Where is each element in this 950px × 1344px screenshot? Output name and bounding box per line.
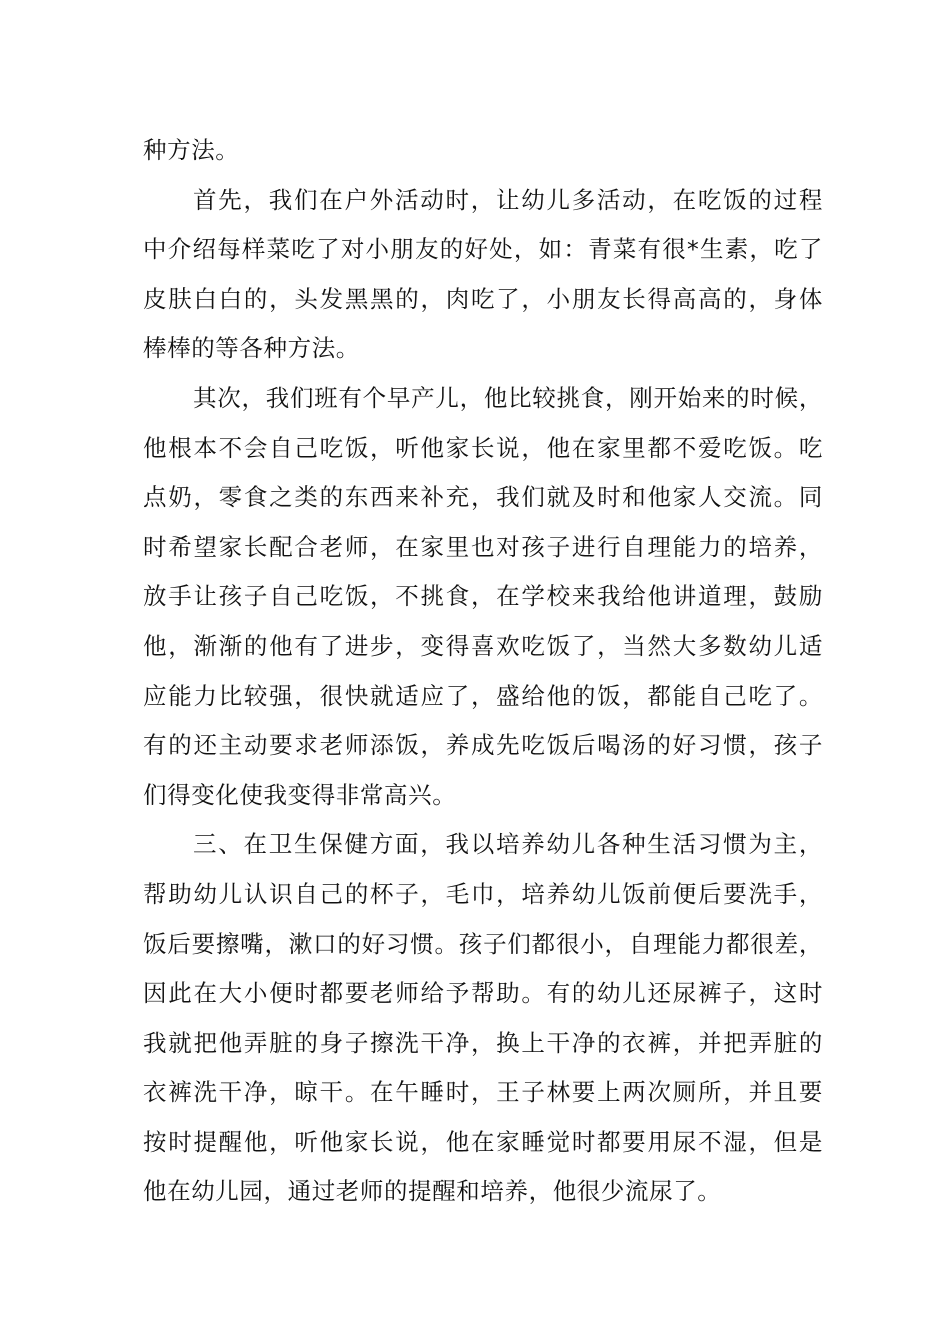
text-line: 按时提醒他，听他家长说，他在家睡觉时都要用尿不湿，但是	[143, 1127, 823, 1156]
text-line: 我就把他弄脏的身子擦洗干净，换上干净的衣裤，并把弄脏的	[143, 1028, 823, 1057]
text-line: 因此在大小便时都要老师给予帮助。有的幼儿还尿裤子，这时	[143, 979, 823, 1008]
text-line: 种方法。	[143, 136, 240, 164]
text-line: 放手让孩子自己吃饭，不挑食，在学校来我给他讲道理，鼓励	[143, 582, 823, 611]
text-line: 饭后要擦嘴，漱口的好习惯。孩子们都很小，自理能力都很差，	[143, 929, 823, 958]
text-line: 帮助幼儿认识自己的杯子，毛巾，培养幼儿饭前便后要洗手，	[143, 879, 823, 908]
paragraph-first-line: 其次，我们班有个早产儿，他比较挑食，刚开始来的时候，	[193, 383, 823, 412]
text-line: 时希望家长配合老师，在家里也对孩子进行自理能力的培养，	[143, 532, 823, 561]
text-line: 们得变化使我变得非常高兴。	[143, 780, 457, 809]
text-line: 他，渐渐的他有了进步，变得喜欢吃饭了，当然大多数幼儿适	[143, 631, 823, 660]
text-line: 有的还主动要求老师添饭，养成先吃饭后喝汤的好习惯，孩子	[143, 731, 823, 760]
body-text	[143, 126, 823, 1217]
text-line: 中介绍每样菜吃了对小朋友的好处，如：青菜有很*生素，吃了	[143, 235, 823, 264]
paragraph-first-line: 三、在卫生保健方面，我以培养幼儿各种生活习惯为主，	[193, 830, 823, 859]
text-line: 棒棒的等各种方法。	[143, 334, 360, 363]
text-line: 他根本不会自己吃饭，听他家长说，他在家里都不爱吃饭。吃	[143, 433, 823, 462]
text-line: 应能力比较强，很快就适应了，盛给他的饭，都能自己吃了。	[143, 681, 823, 710]
text-line: 点奶，零食之类的东西来补充，我们就及时和他家人交流。同	[143, 483, 823, 512]
text-line: 他在幼儿园，通过老师的提醒和培养，他很少流尿了。	[143, 1177, 722, 1206]
text-line: 皮肤白白的，头发黑黑的，肉吃了，小朋友长得高高的，身体	[143, 284, 823, 313]
paragraph-first-line: 首先，我们在户外活动时，让幼儿多活动，在吃饭的过程	[193, 185, 823, 214]
text-line: 衣裤洗干净，晾干。在午睡时，王子林要上两次厕所，并且要	[143, 1078, 823, 1107]
